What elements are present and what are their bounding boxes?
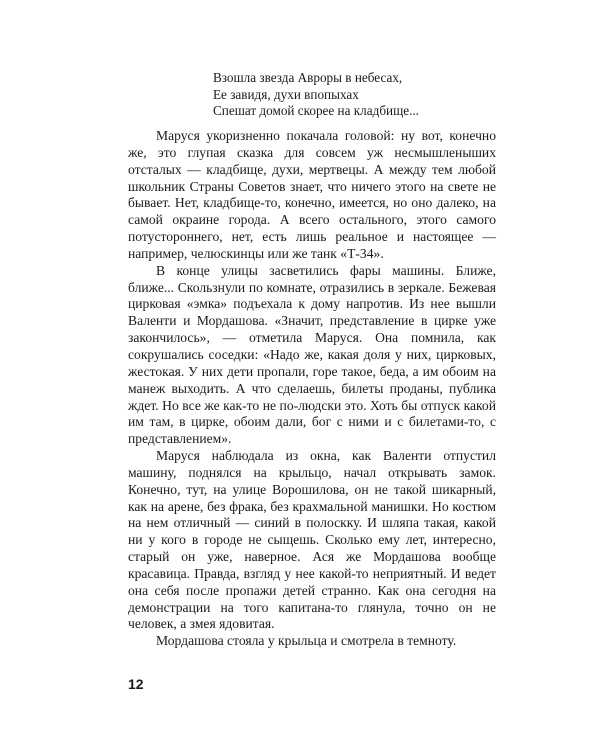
paragraph: Маруся наблюдала из окна, как Валенти отпустил машину, поднялся на крыльцо, начал открывать замок. Конечно, тут, на улице Ворошилова, он не такой шикарный, как на арене, без фрака, без крахмальной манишки. Но костюм на нем отличный — синий в полоскку. И шляпа такая, какой ни у кого в городе не сыщешь. Сколько ему лет, интересно, старый он уже, наверное. Ася же Мордашова вообще красавица. Правда, взгляд у нее какой-то неприятный. И ведет она себя после пропажи детей странно. Как она сегодня на демонстрации на того капитана-то глянула, точно он не человек, а змея ядовитая. [128,448,496,632]
verse-line: Ее завидя, духи впопыхах [213,86,359,102]
paragraph: Маруся укоризненно покачала головой: ну вот, конечно же, это глупая сказка для совсем уж несмышленыших отсталых — кладбище, духи, мертвецы. А между тем любой школьник Страны Советов знает, что ничего этого на свете не бывает. Нет, кладбище-то, конечно, имеется, но оно далеко, на самой окраине города. А всего остального, этого самого потустороннего, нет, есть лишь реальное и настоящее — например, челюскинцы или же танк «Т-34». [128,128,496,261]
body-text [128,128,496,650]
verse-line: Взошла звезда Авроры в небесах, [213,70,403,85]
page-number: 12 [128,676,144,692]
epigraph-verse [213,70,419,120]
paragraph: В конце улицы засветились фары машины. Ближе, ближе... Скользнули по комнате, отразились в зеркале. Бежевая цирковая «эмка» подъехала к дому напротив. Из нее вышли Валенти и Мордашова. «Значит, представление в цирке уже закончилось», — отметила Маруся. Она помнила, как сокрушались соседки: «Надо же, какая доля у них, цирковых, жестокая. У них дети пропали, горе такое, беда, а им обоим на манеж выходить. А что сделаешь, билеты проданы, публика ждет. Но все же как-то не по-людски это. Хоть бы отпуск какой им там, в цирке, обоим дали, бог с ними и с билетами-то, с представлением». [128,262,496,447]
verse-line: Спешат домой скорее на кладбище... [213,103,419,118]
paragraph: Мордашова стояла у крыльца и смотрела в темноту. [156,633,457,649]
